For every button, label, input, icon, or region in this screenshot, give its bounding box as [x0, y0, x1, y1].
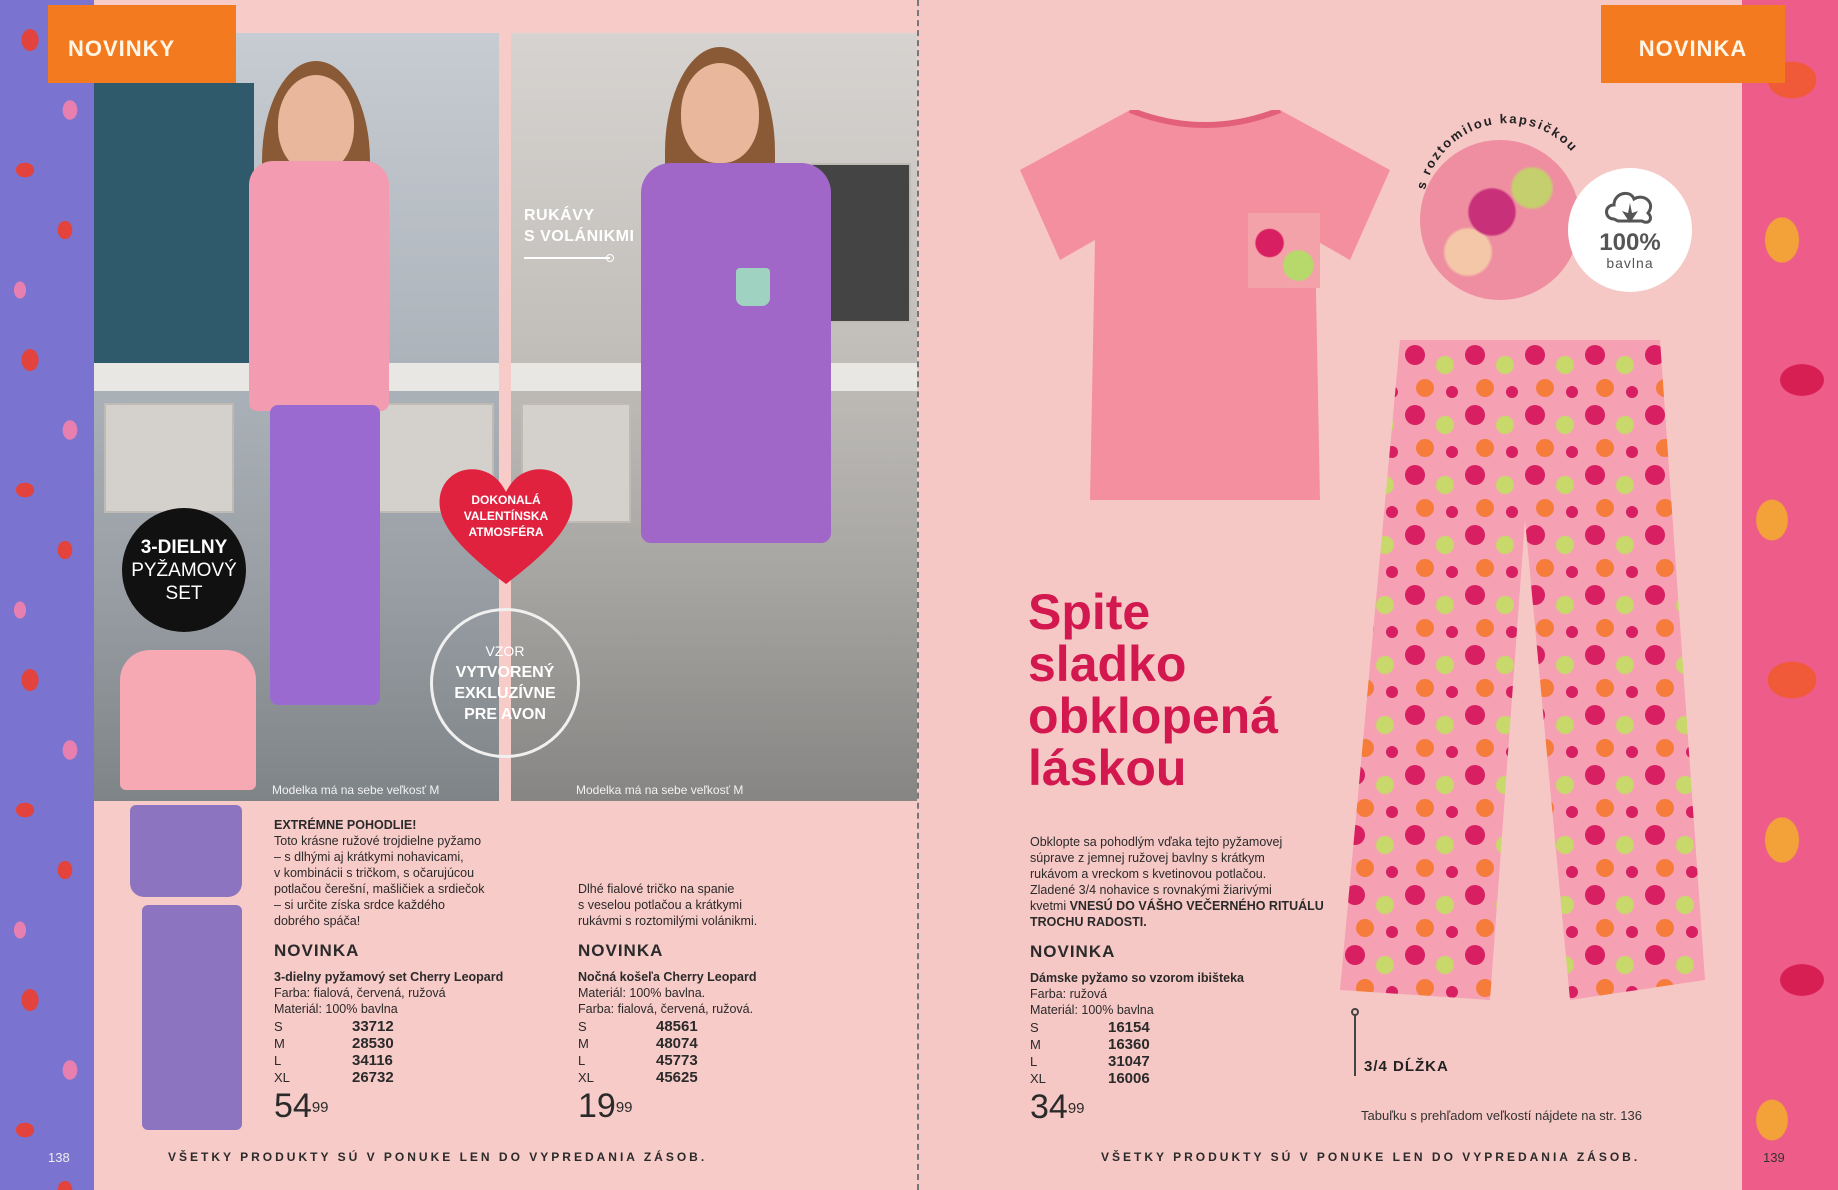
product-material: Materiál: 100% bavlna: [1030, 1003, 1154, 1017]
product-color: Farba: ružová: [1030, 987, 1108, 1001]
description-emphasis: VNESÚ DO VÁŠHO VEČERNÉHO RITUÁLU TROCHU RADOSTI.: [1030, 899, 1324, 929]
callout-line-2: S VOLÁNIKMI: [524, 228, 635, 245]
product-code: 16154: [1108, 1019, 1150, 1036]
badge-line: VALENTÍNSKA: [463, 509, 549, 523]
three-piece-set-badge: [122, 508, 246, 632]
badge-line: SET: [165, 582, 203, 604]
product-color: Farba: fialová, červená, ružová: [274, 986, 446, 1000]
exclusive-pattern-badge: [430, 608, 580, 758]
price-main: 19: [578, 1087, 616, 1125]
price: [1030, 1089, 1330, 1125]
mug: [736, 268, 770, 306]
badge-line: ATMOSFÉRA: [468, 525, 544, 539]
floral-pants-product-image: [1340, 340, 1705, 1010]
description-line: Obklopte sa pohodlým vďaka tejto pyžamovej: [1030, 835, 1283, 849]
intro-line: – s dlhými aj krátkymi nohavicami,: [274, 850, 464, 864]
headline-line: láskou: [1028, 740, 1187, 796]
badge-line: PRE AVON: [464, 706, 546, 723]
leopard-pattern-strip: [0, 0, 94, 1190]
intro-line: dobrého spáča!: [274, 914, 361, 928]
length-indicator-line: [1354, 1012, 1356, 1076]
cotton-icon: [1604, 189, 1656, 229]
product-code: 28530: [352, 1035, 394, 1052]
badge-line: DOKONALÁ: [471, 493, 541, 507]
size-label: XL: [578, 1070, 594, 1085]
intro-line: Toto krásne ružové trojdielne pyžamo: [274, 834, 482, 848]
floral-pattern-strip: [1742, 0, 1838, 1190]
callout-line-1: RUKÁVY: [524, 207, 595, 224]
product-name: Dámske pyžamo so vzorom ibišteka: [1030, 971, 1244, 985]
intro-line: rukávmi s roztomilými volánikmi.: [578, 914, 758, 928]
headline-line: sladko: [1028, 636, 1187, 692]
photo-caption: Modelka má na sebe veľkosť M: [576, 783, 744, 797]
size-label: L: [274, 1053, 282, 1068]
headline: [1028, 586, 1278, 794]
stock-disclaimer: VŠETKY PRODUKTY SÚ V PONUKE LEN DO VYPREDANIA ZÁSOB.: [168, 1150, 708, 1164]
novinka-label: NOVINKA: [274, 941, 360, 960]
size-table-note: Tabuľku s prehľadom veľkostí nájdete na str. 136: [1361, 1108, 1642, 1123]
intro-line: v kombinácii s tričkom, s očarujúcou: [274, 866, 475, 880]
badge-line: 3-DIELNY: [140, 536, 228, 558]
model-face: [681, 63, 759, 163]
size-label: L: [1030, 1054, 1038, 1069]
floral-pocket: [1248, 213, 1320, 288]
product-code: 45625: [656, 1069, 698, 1086]
size-label: XL: [1030, 1071, 1046, 1086]
price-cents: 99: [1067, 1100, 1085, 1117]
product-name: Nočná košeľa Cherry Leopard: [578, 970, 757, 984]
product-image-tshirt: [120, 650, 256, 790]
intro-line: s veselou potlačou a krátkymi: [578, 898, 742, 912]
page-number: 138: [48, 1150, 70, 1165]
product-code: 48561: [656, 1018, 698, 1035]
pink-cherry-tshirt: [249, 161, 389, 411]
description-line: Zladené 3/4 nohavice s rovnakými žiarivými: [1030, 883, 1272, 897]
section-badge-novinky: NOVINKY: [48, 5, 236, 83]
size-code-table: [578, 1019, 818, 1086]
kitchen-drawer: [104, 403, 234, 513]
stock-disclaimer: VŠETKY PRODUKTY SÚ V PONUKE LEN DO VYPREDANIA ZÁSOB.: [1101, 1150, 1641, 1164]
price-cents: 99: [311, 1099, 329, 1116]
price-main: 54: [274, 1087, 312, 1125]
price: [578, 1088, 818, 1124]
badge-line: VZOR: [485, 643, 525, 659]
product-block-nightgown: [578, 881, 818, 1124]
price-cents: 99: [615, 1099, 633, 1116]
product-image-shorts: [130, 805, 242, 897]
product-code: 31047: [1108, 1053, 1150, 1070]
cotton-label: bavlna: [1606, 255, 1654, 271]
product-image-long-pants: [142, 905, 242, 1130]
size-label: S: [1030, 1020, 1039, 1035]
section-badge-novinka: NOVINKA: [1601, 5, 1785, 83]
cotton-percent: 100%: [1599, 229, 1661, 256]
model-face: [278, 75, 354, 173]
leopard-long-pants: [270, 405, 380, 705]
callout-pointer-line: [524, 257, 610, 259]
page-number: 139: [1763, 1150, 1785, 1165]
kitchen-cabinet: [94, 83, 254, 383]
valentine-heart-badge: [436, 492, 576, 540]
product-code: 33712: [352, 1018, 394, 1035]
photo-caption: Modelka má na sebe veľkosť M: [272, 783, 440, 797]
leopard-nightgown: [641, 163, 831, 543]
badge-line: VYTVORENÝ: [455, 664, 555, 681]
price-main: 34: [1030, 1088, 1068, 1126]
size-label: XL: [274, 1070, 290, 1085]
cotton-badge: [1568, 168, 1692, 292]
intro-heading: EXTRÉMNE POHODLIE!: [274, 818, 417, 832]
headline-line: Spite: [1028, 584, 1151, 640]
novinka-label: NOVINKA: [1030, 942, 1116, 961]
sleeves-callout: [524, 205, 634, 259]
pink-tshirt-product-image: [1020, 110, 1390, 500]
length-label: 3/4 DĹŽKA: [1364, 1058, 1449, 1075]
size-code-table: [1030, 1020, 1330, 1087]
size-label: M: [578, 1036, 589, 1051]
badge-line: PYŽAMOVÝ: [131, 559, 237, 581]
description-line: rukávom a vreckom s kvetinovou potlačou.: [1030, 867, 1267, 881]
description-text: kvetmi: [1030, 899, 1070, 913]
badge-line: EXKLUZÍVNE: [454, 685, 556, 702]
product-code: 26732: [352, 1069, 394, 1086]
pocket-arc-label: [1405, 112, 1605, 192]
description-line: súprave z jemnej ružovej bavlny s krátkym: [1030, 851, 1265, 865]
intro-line: – si určite získa srdce každého: [274, 898, 445, 912]
novinka-label: NOVINKA: [578, 941, 664, 960]
size-label: M: [1030, 1037, 1041, 1052]
size-code-table: [274, 1019, 534, 1086]
product-code: 48074: [656, 1035, 698, 1052]
size-label: M: [274, 1036, 285, 1051]
product-code: 16006: [1108, 1070, 1150, 1087]
svg-text:s roztomilou kapsičkou: s roztomilou kapsičkou: [1413, 112, 1582, 191]
product-block-hibiscus-pajama: [1030, 834, 1330, 1125]
product-code: 16360: [1108, 1036, 1150, 1053]
product-material: Materiál: 100% bavlna.: [578, 986, 706, 1000]
size-label: S: [578, 1019, 587, 1034]
product-block-pajama-set: [274, 817, 534, 1124]
intro-line: Dlhé fialové tričko na spanie: [578, 882, 735, 896]
intro-line: potlačou čerešní, mašličiek a srdiečok: [274, 882, 485, 896]
headline-line: obklopená: [1028, 688, 1279, 744]
price: [274, 1088, 534, 1124]
product-name: 3-dielny pyžamový set Cherry Leopard: [274, 970, 504, 984]
description-emphasis-line: [1030, 898, 1330, 930]
product-material: Materiál: 100% bavlna: [274, 1002, 398, 1016]
size-label: S: [274, 1019, 283, 1034]
product-color: Farba: fialová, červená, ružová.: [578, 1002, 754, 1016]
product-code: 45773: [656, 1052, 698, 1069]
product-code: 34116: [352, 1052, 393, 1069]
size-label: L: [578, 1053, 586, 1068]
length-indicator-dot: [1351, 1008, 1359, 1016]
